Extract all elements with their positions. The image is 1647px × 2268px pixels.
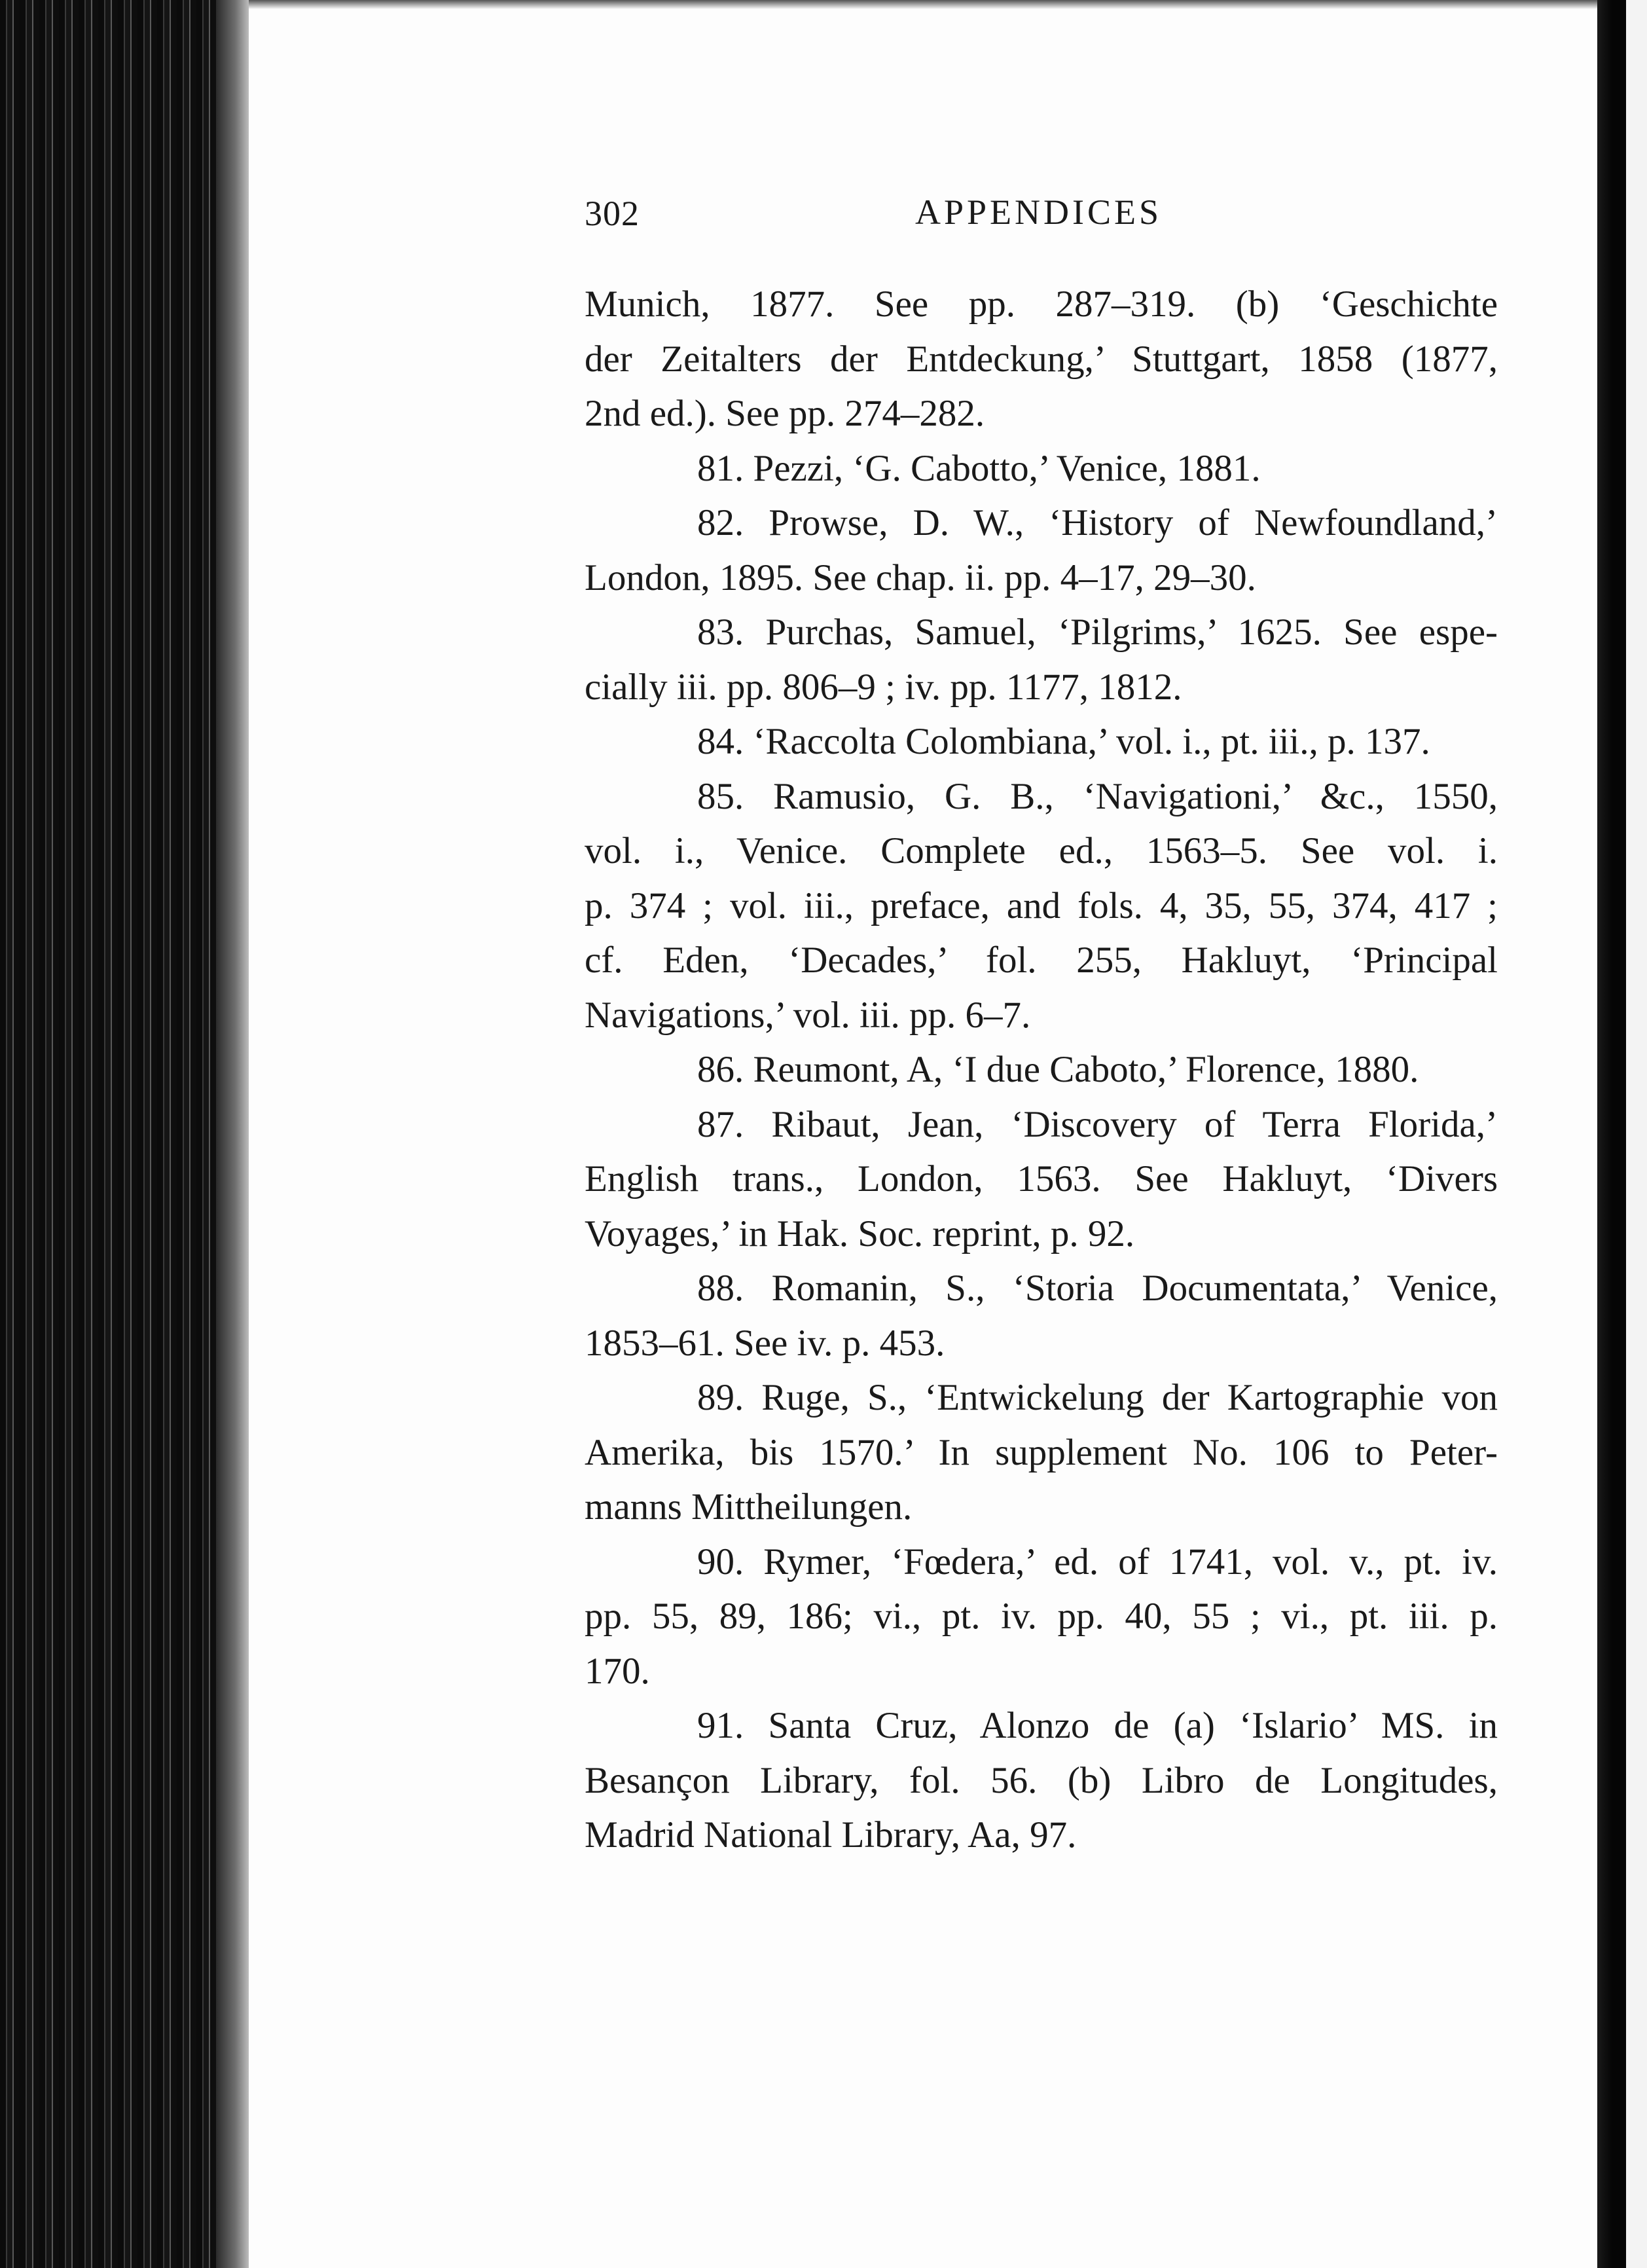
text-line: Munich, 1877. See pp. 287–319. (b) ‘Geschichte: [585, 284, 1498, 325]
text-line: Madrid National Library, Aa, 97.: [585, 1814, 1077, 1856]
text-line: pp. 55, 89, 186; vi., pt. iv. pp. 40, 55 ; vi., pt. iii. p.: [585, 1596, 1498, 1637]
facing-page-strip: [1626, 0, 1647, 2268]
text-line: p. 374 ; vol. iii., preface, and fols. 4, 35, 55, 374, 417 ;: [585, 885, 1498, 926]
text-line: manns Mittheilungen.: [585, 1486, 913, 1527]
book-page-edges: [0, 0, 249, 2268]
running-title: APPENDICES: [915, 192, 1163, 232]
text-line: 86. Reumont, A, ‘I due Caboto,’ Florence, 1880.: [697, 1049, 1419, 1090]
text-line: 84. ‘Raccolta Colombiana,’ vol. i., pt. iii., p. 137.: [697, 721, 1430, 762]
text-line: 91. Santa Cruz, Alonzo de (a) ‘Islario’ MS. in: [697, 1705, 1498, 1746]
text-line: 83. Purchas, Samuel, ‘Pilgrims,’ 1625. See espe-: [697, 612, 1498, 653]
page-number: 302: [585, 194, 640, 233]
book-gutter-shadow: [216, 0, 249, 2268]
text-line: London, 1895. See chap. ii. pp. 4–17, 29–30.: [585, 557, 1256, 598]
text-line: der Zeitalters der Entdeckung,’ Stuttgart, 1858 (1877,: [585, 338, 1498, 380]
text-line: 85. Ramusio, G. B., ‘Navigationi,’ &c., 1550,: [697, 775, 1498, 817]
text-line: 1853–61. See iv. p. 453.: [585, 1322, 945, 1364]
text-line: 90. Rymer, ‘Fœdera,’ ed. of 1741, vol. v., pt. iv.: [697, 1541, 1498, 1582]
text-line: English trans., London, 1563. See Hakluyt, ‘Divers: [585, 1158, 1498, 1199]
text-line: 81. Pezzi, ‘G. Cabotto,’ Venice, 1881.: [697, 447, 1261, 489]
text-line: 89. Ruge, S., ‘Entwickelung der Kartographie von: [697, 1377, 1498, 1418]
text-line: Voyages,’ in Hak. Soc. reprint, p. 92.: [585, 1213, 1135, 1254]
text-line: 88. Romanin, S., ‘Storia Documentata,’ Venice,: [697, 1268, 1498, 1309]
text-line: Besançon Library, fol. 56. (b) Libro de Longitudes,: [585, 1759, 1498, 1801]
text-line: vol. i., Venice. Complete ed., 1563–5. See vol. i.: [585, 830, 1498, 871]
page-top-shadow: [249, 0, 1597, 9]
text-line: Amerika, bis 1570.’ In supplement No. 106 to Peter-: [585, 1431, 1498, 1473]
running-head: [585, 187, 1498, 246]
bibliography-text: [585, 277, 1498, 1863]
text-line: cially iii. pp. 806–9 ; iv. pp. 1177, 1812.: [585, 666, 1182, 708]
text-line: 87. Ribaut, Jean, ‘Discovery of Terra Florida,’: [697, 1103, 1498, 1145]
text-line: 170.: [585, 1650, 650, 1692]
text-line: 82. Prowse, D. W., ‘History of Newfoundland,’: [697, 502, 1498, 543]
text-line: Navigations,’ vol. iii. pp. 6–7.: [585, 994, 1031, 1036]
text-line: 2nd ed.). See pp. 274–282.: [585, 393, 985, 434]
page-content: [585, 187, 1498, 1863]
text-line: cf. Eden, ‘Decades,’ fol. 255, Hakluyt, ‘Principal: [585, 940, 1498, 981]
